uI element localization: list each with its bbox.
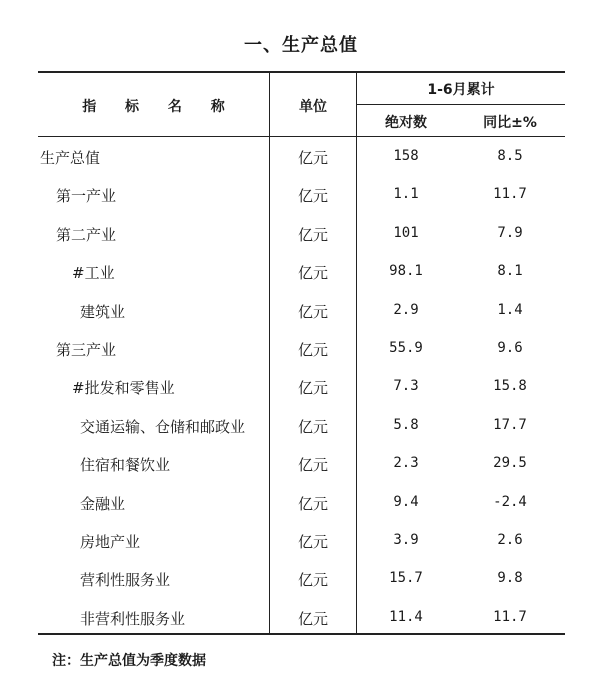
row-unit: 亿元 — [297, 340, 328, 359]
table-row — [0, 175, 602, 213]
table-row — [0, 291, 602, 329]
header-absolute-value: 绝对数 — [385, 115, 427, 131]
page-title: 一、生产总值 — [244, 35, 358, 56]
row-absolute: 1.1 — [393, 186, 419, 203]
table-row — [0, 483, 602, 521]
period-sub-rule — [357, 104, 565, 105]
row-yoy: 1.4 — [497, 301, 523, 318]
row-yoy: 15.8 — [493, 378, 527, 395]
table-body — [0, 137, 602, 636]
row-unit: 亿元 — [297, 379, 328, 398]
header-unit: 单位 — [299, 99, 327, 115]
row-absolute: 11.4 — [389, 608, 423, 625]
header-indicator-name: 指 标 名 称 — [82, 99, 237, 115]
row-yoy: 29.5 — [493, 455, 527, 472]
row-unit: 亿元 — [297, 532, 328, 551]
row-unit: 亿元 — [297, 302, 328, 321]
row-name: 第三产业 — [56, 340, 117, 359]
row-name: #工业 — [72, 264, 115, 283]
table-row — [0, 444, 602, 482]
header-yoy-change: 同比±% — [483, 115, 537, 131]
row-unit: 亿元 — [297, 494, 328, 513]
row-unit: 亿元 — [297, 456, 328, 475]
table-row — [0, 137, 602, 175]
table-row — [0, 367, 602, 405]
row-yoy: 8.5 — [497, 148, 523, 164]
table-row — [0, 598, 602, 636]
row-yoy: 2.6 — [497, 531, 523, 548]
row-absolute: 101 — [393, 224, 419, 241]
row-absolute: 98.1 — [389, 263, 423, 280]
table-row — [0, 214, 602, 252]
table-row — [0, 329, 602, 367]
row-yoy: 9.8 — [497, 570, 523, 587]
row-name: #批发和零售业 — [72, 379, 175, 398]
row-name: 第一产业 — [56, 187, 117, 206]
row-absolute: 55.9 — [389, 339, 423, 356]
row-name: 第二产业 — [56, 225, 117, 244]
row-name: 非营利性服务业 — [80, 609, 186, 628]
row-absolute: 9.4 — [393, 493, 419, 510]
table-top-rule — [38, 71, 565, 73]
row-yoy: 11.7 — [493, 186, 527, 203]
row-name: 生产总值 — [40, 149, 101, 167]
row-absolute: 2.3 — [393, 455, 419, 472]
row-unit: 亿元 — [297, 264, 328, 283]
row-absolute: 5.8 — [393, 416, 419, 433]
row-unit: 亿元 — [297, 571, 328, 590]
row-name: 住宿和餐饮业 — [80, 456, 171, 475]
row-name: 交通运输、仓储和邮政业 — [80, 417, 246, 436]
row-unit: 亿元 — [297, 609, 328, 628]
row-name: 营利性服务业 — [80, 571, 171, 590]
table-row — [0, 406, 602, 444]
row-absolute: 7.3 — [393, 378, 419, 395]
header-period: 1-6月累计 — [427, 82, 495, 98]
row-yoy: 9.6 — [497, 339, 523, 356]
table-row — [0, 252, 602, 290]
row-yoy: -2.4 — [493, 493, 527, 510]
row-name: 建筑业 — [80, 302, 126, 321]
footnote: 注：生产总值为季度数据 — [52, 653, 206, 669]
row-absolute: 158 — [393, 148, 419, 164]
row-yoy: 11.7 — [493, 608, 527, 625]
row-name: 金融业 — [80, 494, 126, 513]
row-absolute: 2.9 — [393, 301, 419, 318]
row-yoy: 7.9 — [497, 224, 523, 241]
row-name: 房地产业 — [80, 532, 141, 551]
row-absolute: 3.9 — [393, 531, 419, 548]
row-absolute: 15.7 — [389, 570, 423, 587]
row-unit: 亿元 — [297, 225, 328, 244]
row-unit: 亿元 — [297, 187, 328, 206]
row-yoy: 17.7 — [493, 416, 527, 433]
table-row — [0, 521, 602, 559]
row-yoy: 8.1 — [497, 263, 523, 280]
row-unit: 亿元 — [297, 417, 328, 436]
table-row — [0, 559, 602, 597]
row-unit: 亿元 — [297, 149, 328, 167]
